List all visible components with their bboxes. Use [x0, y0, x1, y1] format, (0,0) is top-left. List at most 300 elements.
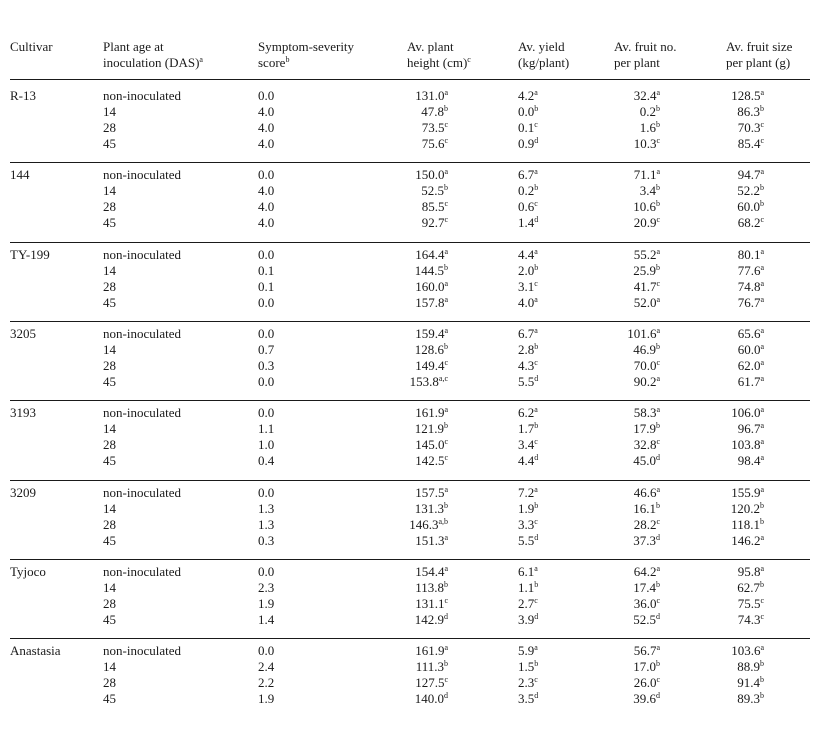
height-cell-letter: b — [444, 579, 448, 589]
plant-age-cell — [103, 533, 116, 549]
yield-cell-value: 3.9 — [518, 611, 535, 627]
fruit-no-cell — [614, 88, 660, 104]
yield-cell — [518, 279, 538, 295]
fruit-size-cell — [726, 437, 764, 453]
height-cell-value: 154.4 — [415, 563, 445, 579]
header-fruit-size — [726, 39, 792, 71]
fruit-size-cell-letter: b — [760, 691, 764, 701]
yield-cell-letter: c — [534, 278, 538, 288]
header-severity-text: score — [258, 55, 286, 70]
yield-cell-value: 6.7 — [518, 325, 535, 341]
plant-age-cell — [103, 104, 116, 120]
fruit-no-cell-letter: c — [656, 215, 660, 225]
fruit-no-cell-value: 36.0 — [633, 595, 657, 611]
yield-cell-value: 2.0 — [518, 262, 535, 278]
severity-cell-value: 0.0 — [258, 563, 275, 579]
severity-cell — [258, 358, 274, 374]
fruit-no-cell-letter: c — [656, 675, 660, 685]
fruit-size-cell — [726, 405, 764, 421]
plant-age-cell-value: 14 — [103, 183, 116, 199]
fruit-no-cell-value: 3.4 — [639, 183, 656, 199]
plant-age-cell — [103, 263, 116, 279]
height-cell-letter: a — [444, 88, 448, 97]
plant-age-cell-value: non-inoculated — [103, 484, 181, 500]
plant-age-cell — [103, 421, 116, 437]
height-cell-value: 52.5 — [421, 183, 444, 199]
height-cell — [390, 501, 448, 517]
yield-cell — [518, 120, 538, 136]
yield-cell — [518, 580, 538, 596]
fruit-no-cell-value: 46.6 — [633, 484, 657, 500]
yield-cell-letter: d — [534, 136, 539, 145]
severity-cell — [258, 580, 274, 596]
fruit-size-cell-value: 91.4 — [737, 675, 760, 691]
plant-age-cell-value: 45 — [103, 691, 116, 707]
height-cell-value: 149.4 — [415, 357, 445, 373]
height-cell-letter: c — [444, 136, 448, 145]
height-cell-letter: c — [444, 437, 448, 447]
fruit-size-cell — [726, 643, 764, 659]
plant-age-cell — [103, 675, 116, 691]
yield-cell-value: 3.5 — [518, 691, 535, 707]
height-cell-value: 146.3 — [409, 516, 439, 532]
height-cell-value: 92.7 — [421, 215, 445, 231]
height-cell-letter: c — [444, 595, 448, 605]
height-cell — [390, 120, 448, 136]
header-age-line2 — [103, 55, 203, 71]
header-yield-line2: (kg/plant) — [518, 55, 570, 70]
height-cell-value: 142.9 — [414, 611, 444, 627]
fruit-size-cell-letter: c — [760, 595, 764, 605]
fruit-no-cell-value: 64.2 — [633, 563, 657, 579]
fruit-size-cell — [726, 691, 764, 707]
header-fruit-size-line1: Av. fruit size — [726, 39, 793, 54]
fruit-size-cell-letter: b — [760, 579, 764, 589]
fruit-no-cell — [614, 295, 660, 311]
yield-cell — [518, 453, 538, 469]
header-height-line1: Av. plant — [407, 39, 454, 54]
header-fruit-no-line1: Av. fruit no. — [614, 39, 677, 54]
fruit-size-cell-value: 96.7 — [737, 421, 761, 437]
yield-cell-letter: c — [534, 516, 538, 526]
fruit-no-cell — [614, 215, 660, 231]
fruit-no-cell-value: 37.3 — [633, 532, 656, 548]
fruit-no-cell-letter: b — [656, 341, 660, 351]
fruit-size-cell — [726, 675, 764, 691]
yield-cell-letter: d — [534, 373, 539, 383]
yield-cell-value: 2.7 — [518, 595, 535, 611]
severity-cell — [258, 263, 274, 279]
height-cell — [390, 199, 448, 215]
height-cell — [390, 374, 448, 390]
fruit-no-cell-letter: b — [656, 183, 660, 193]
fruit-no-cell — [614, 167, 660, 183]
fruit-size-cell — [726, 104, 764, 120]
fruit-no-cell-value: 101.6 — [627, 325, 657, 341]
plant-age-cell — [103, 374, 116, 390]
plant-age-cell-value: 14 — [103, 500, 116, 516]
fruit-size-cell-value: 89.3 — [737, 691, 760, 707]
fruit-no-cell-value: 52.0 — [633, 294, 657, 310]
fruit-size-cell — [726, 295, 764, 311]
height-cell-letter: a — [444, 246, 448, 256]
height-cell — [390, 247, 448, 263]
fruit-size-cell-letter: c — [760, 120, 764, 129]
header-fruit-no — [614, 39, 676, 71]
header-age — [103, 39, 203, 71]
fruit-size-cell-value: 86.3 — [737, 104, 760, 119]
fruit-no-cell-letter: b — [656, 421, 660, 431]
height-cell-value: 121.9 — [414, 421, 444, 437]
height-cell-letter: a — [444, 405, 448, 415]
header-height-text: height (cm) — [407, 55, 468, 70]
height-cell — [390, 263, 448, 279]
severity-cell-value: 4.0 — [258, 183, 275, 199]
severity-cell — [258, 342, 274, 358]
header-fruit-no-line2: per plant — [614, 55, 660, 70]
fruit-no-cell-letter: d — [656, 453, 660, 463]
yield-cell-value: 1.9 — [518, 500, 535, 516]
fruit-no-cell — [614, 533, 660, 549]
fruit-no-cell-value: 39.6 — [633, 691, 656, 707]
plant-age-cell-value: 14 — [103, 659, 116, 675]
fruit-no-cell — [614, 580, 660, 596]
fruit-size-cell — [726, 485, 764, 501]
fruit-no-cell — [614, 120, 660, 136]
plant-age-cell-value: non-inoculated — [103, 88, 181, 103]
yield-cell-letter: b — [534, 421, 539, 431]
fruit-size-cell-letter: b — [760, 183, 764, 193]
severity-cell-value: 2.2 — [258, 675, 275, 691]
yield-cell — [518, 517, 538, 533]
yield-cell-value: 7.2 — [518, 484, 535, 500]
header-severity-line1: Symptom-severity — [258, 39, 355, 54]
fruit-size-cell — [726, 342, 764, 358]
height-cell-letter: b — [444, 262, 448, 272]
height-cell-value: 153.8 — [409, 373, 439, 389]
header-age-line1: Plant age at — [103, 39, 164, 54]
plant-age-cell-value: 28 — [103, 675, 116, 691]
fruit-no-cell — [614, 263, 660, 279]
fruit-size-cell-letter: a — [760, 341, 764, 351]
yield-cell-value: 2.8 — [518, 341, 535, 357]
height-cell-letter: a — [444, 563, 448, 573]
height-cell-letter: b — [444, 341, 448, 351]
fruit-size-cell — [726, 517, 764, 533]
fruit-size-cell — [726, 199, 764, 215]
height-cell-letter: b — [444, 183, 448, 193]
height-cell — [390, 342, 448, 358]
fruit-no-cell-letter: a — [656, 643, 660, 653]
severity-cell-value: 0.3 — [258, 532, 275, 548]
fruit-no-cell — [614, 564, 660, 580]
yield-cell-value: 1.7 — [518, 421, 535, 437]
severity-cell — [258, 517, 274, 533]
plant-age-cell-value: 28 — [103, 278, 116, 294]
plant-age-cell-value: 45 — [103, 294, 116, 310]
height-cell — [390, 136, 448, 152]
yield-cell — [518, 215, 538, 231]
yield-cell-letter: a — [534, 167, 538, 177]
yield-cell-letter: b — [534, 579, 539, 589]
severity-cell-value: 0.1 — [258, 278, 275, 294]
fruit-size-cell-value: 74.8 — [737, 278, 761, 294]
height-cell-letter: a,b — [438, 516, 448, 526]
fruit-size-cell-value: 94.7 — [737, 167, 761, 183]
yield-cell-letter: b — [534, 500, 539, 510]
yield-cell — [518, 405, 538, 421]
severity-cell-value: 0.0 — [258, 325, 275, 341]
fruit-size-cell-value: 85.4 — [737, 136, 761, 151]
height-cell — [390, 437, 448, 453]
fruit-no-cell-value: 0.2 — [639, 104, 656, 119]
fruit-size-cell-value: 70.3 — [737, 120, 761, 135]
header-height-footnote: c — [467, 55, 471, 64]
fruit-size-cell — [726, 596, 764, 612]
fruit-no-cell — [614, 643, 660, 659]
plant-age-cell — [103, 612, 116, 628]
yield-cell-letter: b — [534, 659, 539, 669]
fruit-no-cell-value: 20.9 — [633, 215, 657, 231]
plant-age-cell — [103, 405, 181, 421]
header-age-text: inoculation (DAS) — [103, 55, 200, 70]
fruit-no-cell-value: 41.7 — [633, 278, 657, 294]
fruit-no-cell-value: 32.8 — [633, 437, 657, 453]
yield-cell-letter: c — [534, 120, 538, 129]
plant-age-cell — [103, 342, 116, 358]
plant-age-cell — [103, 120, 116, 136]
fruit-size-cell — [726, 374, 764, 390]
yield-cell-letter: c — [534, 199, 538, 209]
yield-cell-value: 0.1 — [518, 120, 535, 135]
height-cell — [390, 564, 448, 580]
fruit-size-cell-letter: a — [760, 167, 764, 177]
severity-cell — [258, 485, 274, 501]
plant-age-cell-value: 45 — [103, 453, 116, 469]
height-cell — [390, 326, 448, 342]
header-height-line2 — [407, 55, 471, 71]
fruit-no-cell-value: 70.0 — [633, 357, 657, 373]
severity-cell — [258, 199, 274, 215]
severity-cell — [258, 437, 274, 453]
severity-cell — [258, 120, 274, 136]
fruit-size-cell-letter: a — [760, 262, 764, 272]
yield-cell — [518, 691, 538, 707]
fruit-no-cell-letter: a — [656, 325, 660, 335]
fruit-no-cell — [614, 136, 660, 152]
fruit-size-cell-letter: c — [760, 611, 764, 621]
height-cell-value: 131.0 — [415, 88, 445, 103]
height-cell-value: 151.3 — [415, 532, 445, 548]
fruit-size-cell-letter: b — [760, 675, 764, 685]
yield-cell-value: 6.7 — [518, 167, 535, 183]
fruit-size-cell-letter: a — [760, 294, 764, 304]
height-cell-value: 75.6 — [421, 136, 445, 151]
plant-age-cell-value: non-inoculated — [103, 643, 181, 659]
severity-cell-value: 0.4 — [258, 453, 275, 469]
severity-cell-value: 0.0 — [258, 484, 275, 500]
plant-age-cell-value: non-inoculated — [103, 405, 181, 421]
fruit-no-cell-letter: c — [656, 357, 660, 367]
plant-age-cell — [103, 453, 116, 469]
severity-cell-value: 1.9 — [258, 595, 275, 611]
yield-cell-value: 1.1 — [518, 579, 535, 595]
group-divider — [10, 400, 810, 401]
severity-cell-value: 0.1 — [258, 262, 275, 278]
plant-age-cell — [103, 501, 116, 517]
yield-cell — [518, 596, 538, 612]
plant-age-cell — [103, 437, 116, 453]
height-cell-letter: b — [444, 104, 448, 113]
fruit-size-cell-value: 60.0 — [737, 199, 760, 215]
yield-cell-letter: b — [534, 104, 539, 113]
fruit-no-cell — [614, 659, 660, 675]
fruit-size-cell-value: 74.3 — [737, 611, 761, 627]
fruit-no-cell-value: 1.6 — [639, 120, 656, 135]
fruit-size-cell-letter: a — [760, 484, 764, 494]
yield-cell-value: 3.4 — [518, 437, 535, 453]
plant-age-cell-value: 14 — [103, 341, 116, 357]
fruit-no-cell-letter: c — [656, 595, 660, 605]
fruit-size-cell-value: 75.5 — [737, 595, 761, 611]
plant-age-cell — [103, 326, 181, 342]
fruit-no-cell-value: 56.7 — [633, 643, 657, 659]
severity-cell — [258, 643, 274, 659]
cultivar-name: R-13 — [10, 88, 36, 103]
yield-cell-value: 4.2 — [518, 88, 535, 103]
height-cell-letter: a — [444, 532, 448, 542]
height-cell-letter: d — [444, 691, 448, 701]
height-cell — [390, 453, 448, 469]
group-divider — [10, 242, 810, 243]
yield-cell — [518, 501, 538, 517]
height-cell — [390, 295, 448, 311]
yield-cell-value: 3.3 — [518, 516, 535, 532]
plant-age-cell — [103, 295, 116, 311]
severity-cell — [258, 659, 274, 675]
header-cultivar — [10, 39, 53, 55]
severity-cell-value: 4.0 — [258, 104, 275, 119]
header-rule — [10, 79, 810, 80]
yield-cell-value: 5.9 — [518, 643, 535, 659]
severity-cell-value: 1.3 — [258, 516, 275, 532]
fruit-no-cell-letter: b — [656, 579, 660, 589]
severity-cell — [258, 247, 274, 263]
plant-age-cell — [103, 136, 116, 152]
yield-cell-value: 5.5 — [518, 532, 535, 548]
fruit-size-cell — [726, 358, 764, 374]
height-cell-value: 144.5 — [414, 262, 444, 278]
yield-cell-letter: a — [534, 88, 538, 97]
fruit-size-cell-letter: a — [760, 325, 764, 335]
fruit-size-cell — [726, 564, 764, 580]
fruit-no-cell-letter: c — [656, 278, 660, 288]
yield-cell-value: 5.5 — [518, 373, 535, 389]
fruit-no-cell — [614, 405, 660, 421]
yield-cell — [518, 136, 538, 152]
yield-cell — [518, 326, 538, 342]
plant-age-cell-value: 28 — [103, 516, 116, 532]
height-cell-value: 131.1 — [415, 595, 445, 611]
yield-cell — [518, 675, 538, 691]
yield-cell — [518, 358, 538, 374]
severity-cell — [258, 88, 274, 104]
yield-cell-letter: b — [534, 183, 539, 193]
fruit-size-cell-value: 61.7 — [737, 373, 761, 389]
yield-cell-letter: d — [534, 532, 539, 542]
fruit-no-cell — [614, 421, 660, 437]
height-cell-value: 159.4 — [415, 325, 445, 341]
cultivar-name: 3205 — [10, 325, 36, 341]
fruit-no-cell-letter: a — [656, 294, 660, 304]
severity-cell-value: 0.3 — [258, 357, 275, 373]
plant-age-cell — [103, 215, 116, 231]
fruit-no-cell-letter: a — [656, 373, 660, 383]
height-cell — [390, 691, 448, 707]
severity-cell-value: 4.0 — [258, 136, 275, 151]
height-cell — [390, 675, 448, 691]
height-cell — [390, 612, 448, 628]
fruit-size-cell — [726, 263, 764, 279]
fruit-no-cell-value: 25.9 — [633, 262, 656, 278]
plant-age-cell-value: 14 — [103, 579, 116, 595]
yield-cell-value: 3.1 — [518, 278, 535, 294]
fruit-no-cell-value: 46.9 — [633, 341, 656, 357]
height-cell-value: 142.5 — [415, 453, 445, 469]
height-cell — [390, 517, 448, 533]
fruit-size-cell — [726, 183, 764, 199]
fruit-size-cell-letter: a — [760, 453, 764, 463]
group-divider — [10, 638, 810, 639]
yield-cell — [518, 421, 538, 437]
fruit-no-cell-letter: a — [656, 88, 660, 97]
fruit-no-cell — [614, 691, 660, 707]
height-cell — [390, 533, 448, 549]
yield-cell-value: 0.6 — [518, 199, 535, 215]
height-cell-value: 164.4 — [415, 246, 445, 262]
fruit-no-cell-letter: b — [656, 199, 660, 209]
fruit-no-cell — [614, 247, 660, 263]
severity-cell-value: 0.0 — [258, 246, 275, 262]
plant-age-cell-value: 45 — [103, 532, 116, 548]
fruit-size-cell-letter: b — [760, 104, 764, 113]
plant-age-cell — [103, 564, 181, 580]
height-cell-letter: b — [444, 659, 448, 669]
height-cell-letter: a — [444, 643, 448, 653]
fruit-no-cell — [614, 485, 660, 501]
height-cell — [390, 88, 448, 104]
plant-age-cell — [103, 485, 181, 501]
height-cell-letter: c — [444, 675, 448, 685]
cultivar-name: 3193 — [10, 405, 36, 421]
yield-cell — [518, 247, 538, 263]
height-cell — [390, 643, 448, 659]
yield-cell — [518, 659, 538, 675]
fruit-size-cell — [726, 453, 764, 469]
plant-age-cell — [103, 643, 181, 659]
fruit-no-cell-letter: b — [656, 120, 660, 129]
fruit-size-cell — [726, 501, 764, 517]
plant-age-cell — [103, 580, 116, 596]
fruit-no-cell — [614, 675, 660, 691]
fruit-no-cell-value: 26.0 — [633, 675, 657, 691]
yield-cell-letter: d — [534, 611, 539, 621]
fruit-no-cell-letter: b — [656, 659, 660, 669]
fruit-no-cell-value: 52.5 — [633, 611, 656, 627]
yield-cell-letter: a — [534, 643, 538, 653]
header-fruit-size-line2: per plant (g) — [726, 55, 791, 70]
height-cell — [390, 485, 448, 501]
